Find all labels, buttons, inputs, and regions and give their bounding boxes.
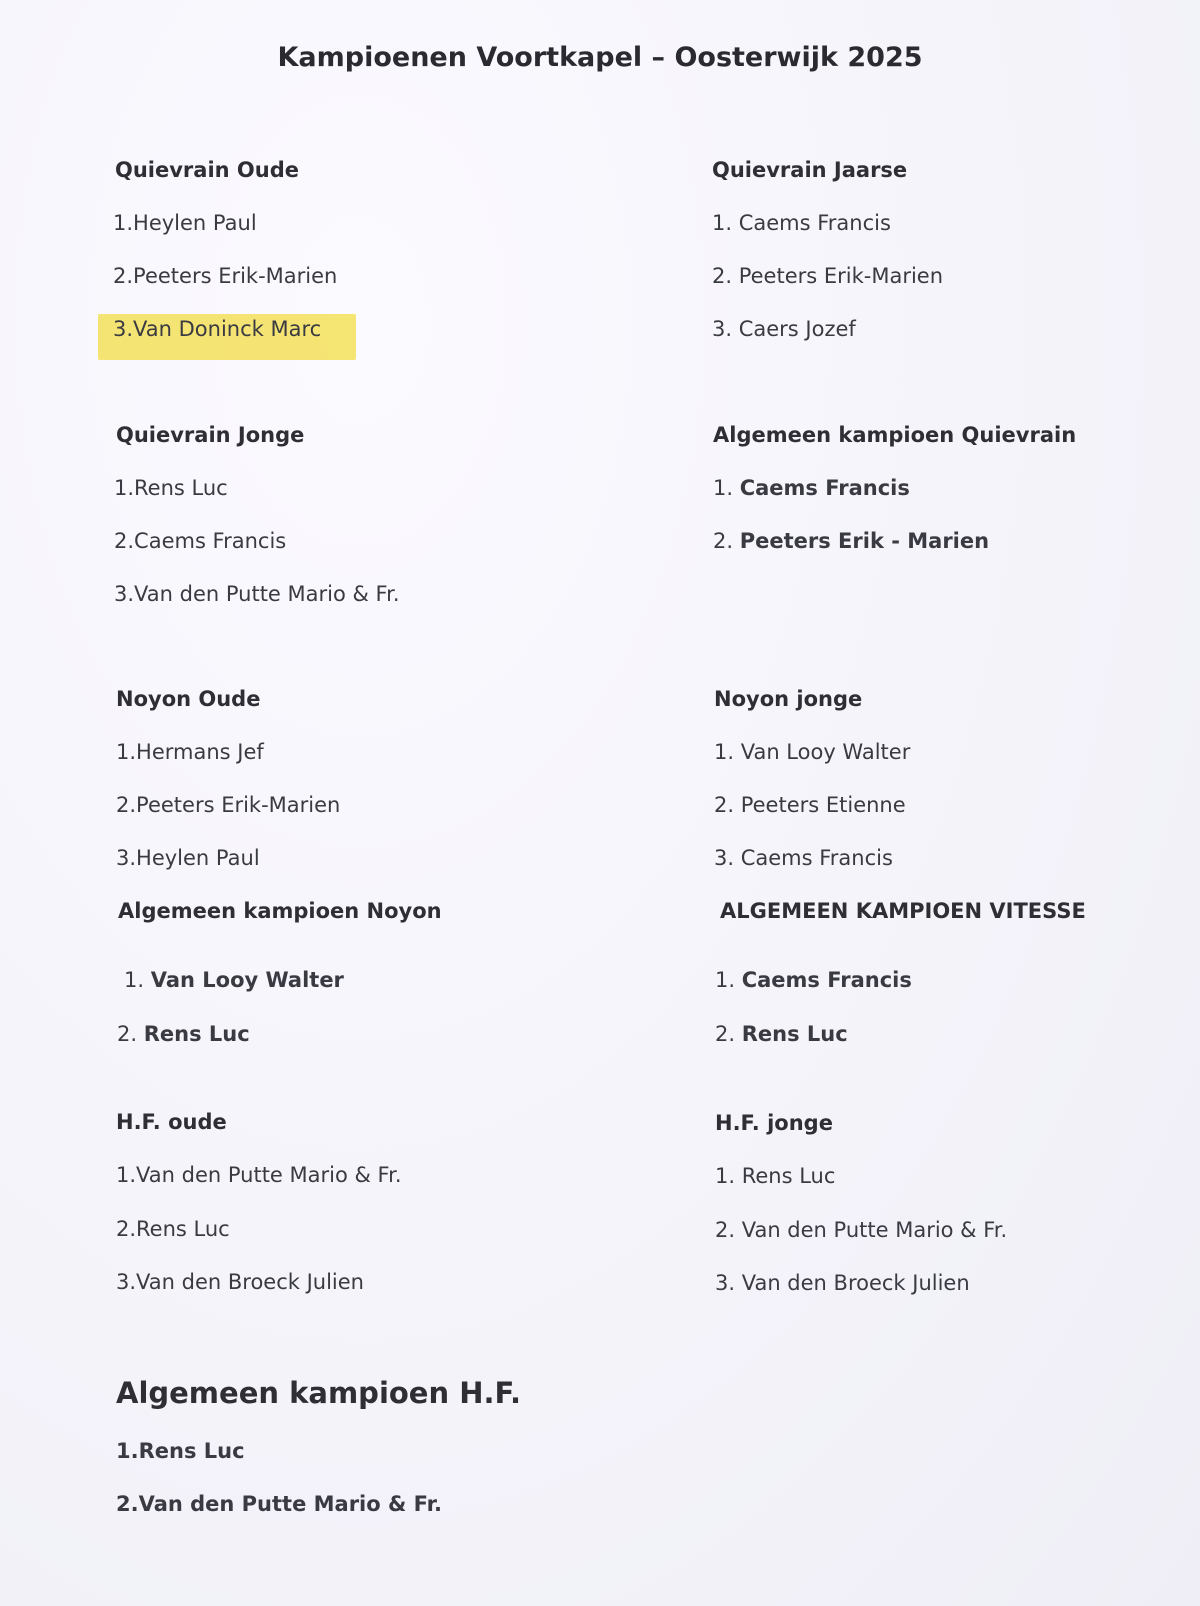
list-item: 2.Van den Putte Mario & Fr.	[116, 1492, 442, 1516]
rank-name: Caems Francis	[741, 968, 912, 992]
heading-algemeen-noyon: Algemeen kampioen Noyon	[118, 899, 442, 923]
list-item	[715, 1022, 848, 1046]
list-item: 3.Van den Broeck Julien	[116, 1270, 364, 1294]
list-item: 1.Hermans Jef	[116, 740, 264, 764]
heading-quievrain-jaarse: Quievrain Jaarse	[712, 158, 908, 182]
list-item: 1.Van den Putte Mario & Fr.	[116, 1163, 402, 1187]
list-item: 1. Rens Luc	[715, 1164, 836, 1188]
rank-name: Peeters Erik - Marien	[739, 529, 990, 553]
heading-algemeen-hf: Algemeen kampioen H.F.	[116, 1376, 522, 1410]
rank-number: 1.	[715, 968, 742, 992]
list-item: 2.Peeters Erik-Marien	[116, 793, 341, 817]
rank-name: Van Looy Walter	[150, 968, 344, 992]
rank-number: 1.	[713, 476, 740, 500]
heading-noyon-jonge: Noyon jonge	[714, 687, 863, 711]
rank-name: Rens Luc	[143, 1022, 250, 1046]
heading-algemeen-quievrain: Algemeen kampioen Quievrain	[713, 423, 1077, 447]
list-item-highlighted: 3.Van Doninck Marc	[113, 317, 322, 341]
heading-noyon-oude: Noyon Oude	[116, 687, 261, 711]
list-item	[713, 476, 910, 500]
list-item: 3. Van den Broeck Julien	[715, 1271, 970, 1295]
list-item	[715, 968, 912, 992]
heading-hf-jonge: H.F. jonge	[715, 1111, 833, 1135]
list-item	[713, 529, 989, 553]
heading-quievrain-oude: Quievrain Oude	[115, 158, 299, 182]
rank-number: 1.	[124, 968, 151, 992]
heading-algemeen-vitesse: ALGEMEEN KAMPIOEN VITESSE	[720, 899, 1086, 923]
list-item: 3.Heylen Paul	[116, 846, 260, 870]
rank-name: Rens Luc	[741, 1022, 848, 1046]
list-item	[117, 1022, 250, 1046]
rank-number: 2.	[715, 1022, 742, 1046]
list-item: 3.Van den Putte Mario & Fr.	[114, 582, 400, 606]
rank-number: 2.	[117, 1022, 144, 1046]
list-item: 2. Van den Putte Mario & Fr.	[715, 1218, 1008, 1242]
rank-name: Caems Francis	[739, 476, 910, 500]
list-item: 2.Peeters Erik-Marien	[113, 264, 338, 288]
list-item: 1. Van Looy Walter	[714, 740, 911, 764]
heading-quievrain-jonge: Quievrain Jonge	[116, 423, 305, 447]
list-item: 3. Caers Jozef	[712, 317, 856, 341]
list-item: 2.Rens Luc	[116, 1217, 230, 1241]
list-item: 1. Caems Francis	[712, 211, 891, 235]
list-item: 1.Rens Luc	[114, 476, 228, 500]
list-item: 1.Rens Luc	[116, 1439, 245, 1463]
list-item: 2. Peeters Etienne	[714, 793, 906, 817]
list-item: 3. Caems Francis	[714, 846, 893, 870]
list-item: 1.Heylen Paul	[113, 211, 257, 235]
list-item: 2. Peeters Erik-Marien	[712, 264, 944, 288]
heading-hf-oude: H.F. oude	[116, 1110, 227, 1134]
rank-number: 2.	[713, 529, 740, 553]
page-title: Kampioenen Voortkapel – Oosterwijk 2025	[277, 42, 923, 73]
list-item: 2.Caems Francis	[114, 529, 287, 553]
list-item	[124, 968, 344, 992]
